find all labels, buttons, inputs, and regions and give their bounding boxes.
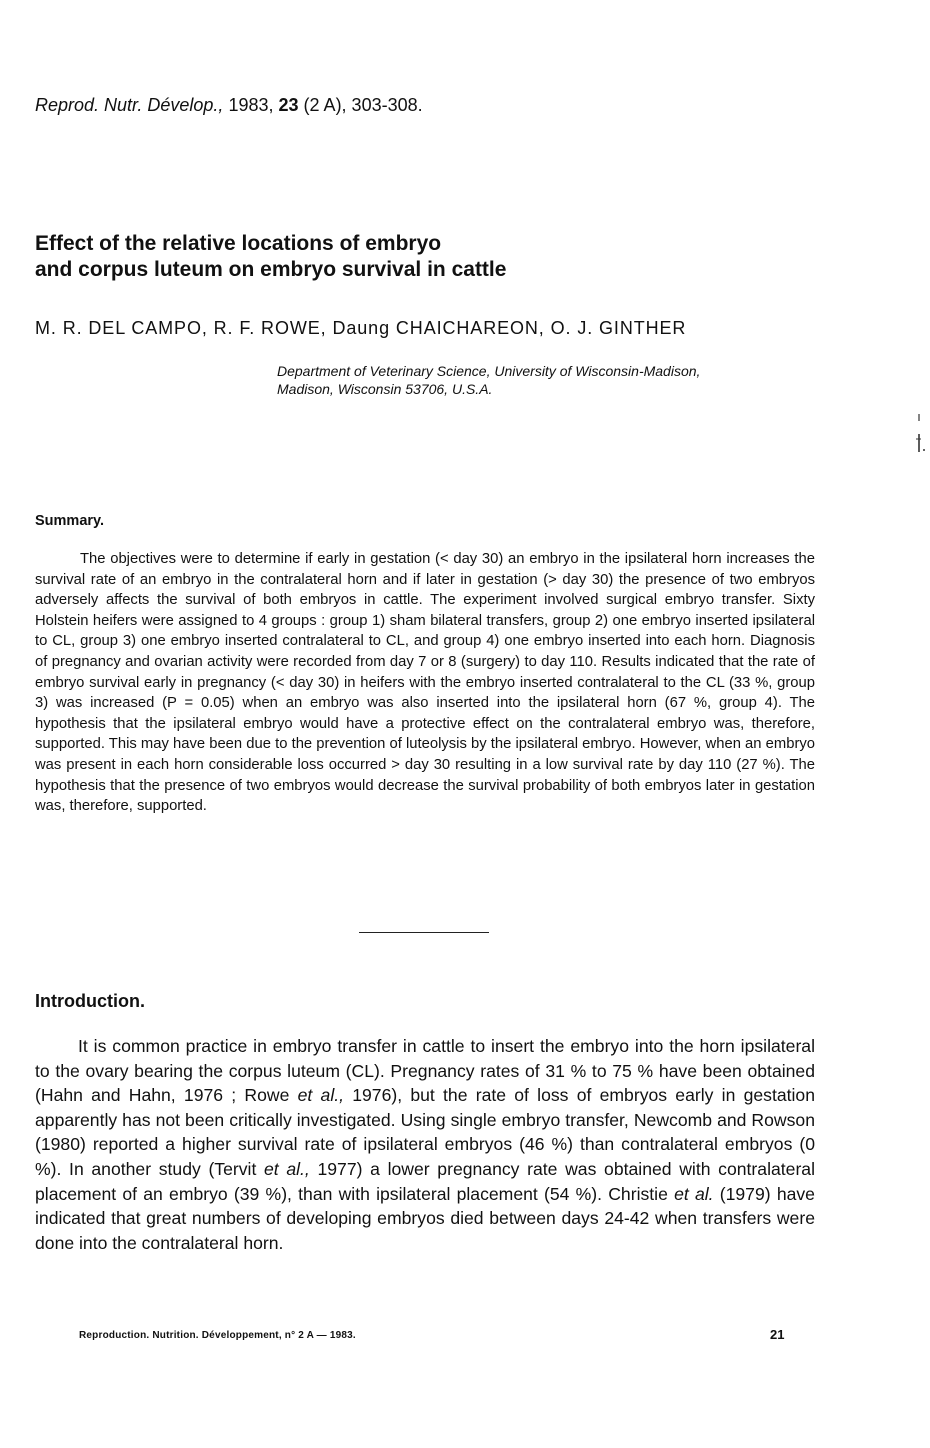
section-divider [359,932,489,933]
journal-volume: 23 [278,95,299,115]
paper-title-line-2: and corpus luteum on embryo survival in cattle [35,258,507,281]
intro-text-part-3: 1977) a lower pregnancy rate was obtained with contralateral placement of an embryo (39 %), than with ipsilateral placement (54 %). Christie [35,1158,815,1204]
introduction-heading: Introduction. [35,991,145,1011]
summary-heading: Summary. [35,513,105,529]
footer-journal: Reproduction. Nutrition. Développement, n° 2 A — 1983. [79,1330,356,1341]
intro-et-al-3: et al. [674,1183,714,1204]
intro-et-al-2: et al., [264,1158,310,1179]
journal-issue-pages: (2 A), 303-308. [303,95,423,115]
affiliation-line-1: Department of Veterinary Science, University of Wisconsin-Madison, [277,363,701,379]
page-number: 21 [770,1327,785,1342]
introduction-text [35,1034,815,1255]
affiliation [277,362,877,398]
intro-text-part-4: (1979) have indicated that great numbers of developing embryos died between days 24-42 when transfers were done into the contralateral horn. [35,1183,815,1253]
journal-name: Reprod. Nutr. Dévelop., [35,95,224,115]
author-list: M. R. DEL CAMPO, R. F. ROWE, Daung CHAICHAREON, O. J. GINTHER [35,318,687,338]
intro-et-al-1: et al., [297,1085,344,1106]
journal-year: 1983, [228,95,274,115]
journal-citation [35,94,895,116]
summary-text: The objectives were to determine if early in gestation (< day 30) an embryo in the ipsilateral horn increases the survival rate of an embryo in the contralateral horn and if later in gestation (> day 30) the presence of two embryos adversely affects the survival of both embryos in cattle. The experiment involved surgical embryo transfer. Sixty Holstein heifers were assigned to 4 groups : group 1) sham bilateral transfers, group 2) one embryo inserted ipsilateral to CL, group 3) one embryo inserted contralateral to CL, and group 4) one embryo inserted into each horn. Diagnosis of pregnancy and ovarian activity were recorded from day 7 or 8 (surgery) to day 110. Results indicated that the rate of embryo survival early in pregnancy (< day 30) in heifers with the embryo inserted contralateral to the CL (33 %, group 3) was increased (P = 0.05) when an embryo was also inserted into the ipsilateral horn (67 %, group 4). The hypothesis that the ipsilateral embryo would have a protective effect on the contralateral embryo was, therefore, supported. This may have been due to the prevention of luteolysis by the ipsilateral embryo. However, when an embryo was present in each horn considerable loss occurred > day 30 resulting in a low survival rate by day 110 (27 %). The hypothesis that the presence of two embryos would decrease the survival probability of both embryos later in gestation was, therefore, supported. [35,551,815,815]
margin-mark-icon [913,412,927,462]
intro-text-part-1: It is common practice in embryo transfer in cattle to insert the embryo into the horn ipsilateral to the ovary bearing the corpus luteum (CL). Pregnancy rates of 31 % to 75 % have been obtained (Hahn and Hahn, 1976 ; Rowe [35,1036,815,1106]
affiliation-line-2: Madison, Wisconsin 53706, U.S.A. [277,381,493,397]
intro-text-part-2: 1976), but the rate of loss of embryos early in gestation apparently has not been critically investigated. Using single embryo transfer, Newcomb and Rowson (1980) reported a higher survival rate of ipsilateral embryos (46 %) than contralateral embryos (0 %). In another study (Tervit [35,1085,815,1179]
paper-title-line-1: Effect of the relative locations of embryo [35,232,442,255]
paper-title [35,231,895,283]
